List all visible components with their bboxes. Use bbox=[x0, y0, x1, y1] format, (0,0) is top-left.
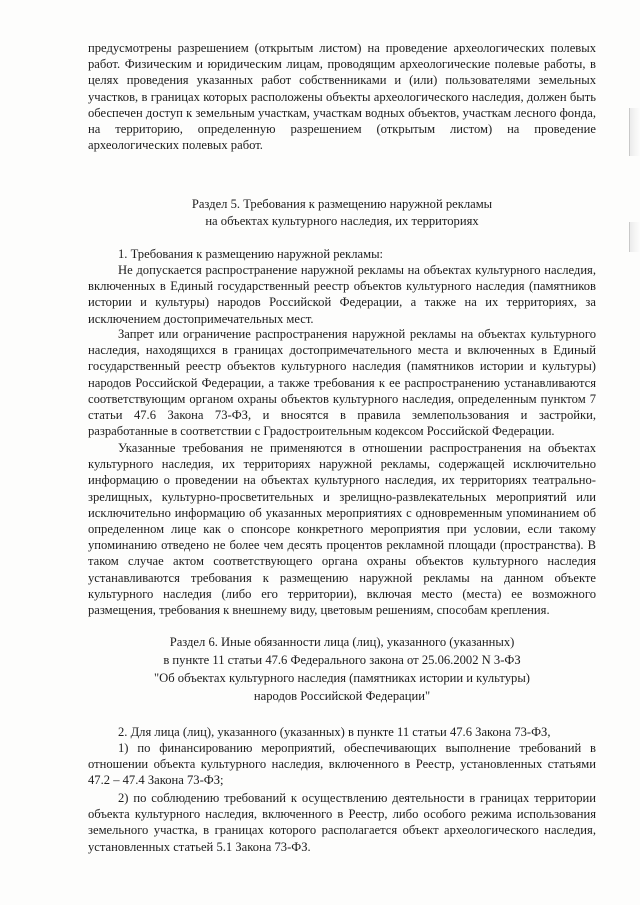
section5-title-line1: Раздел 5. Требования к размещению наружной рекламы bbox=[191, 197, 493, 211]
section6-title-line1: Раздел 6. Иные обязанности лица (лиц), указанного (указанных) bbox=[169, 635, 515, 649]
section6-subitem-2: 2) по соблюдению требований к осуществлению деятельности в границах территории объекта культурного наследия, включенного в Реестр, либо особого режима использования земельного участка, в границах которого располагается объект археологического наследия, установленных статьей 5.1 Закона 73-ФЗ. bbox=[88, 791, 596, 854]
section5-item1-heading: 1. Требования к размещению наружной рекламы: bbox=[118, 247, 384, 261]
section6-item2-heading: 2. Для лица (лиц), указанного (указанных) в пункте 11 статьи 47.6 Закона 73-ФЗ, bbox=[118, 725, 551, 739]
top-paragraph: предусмотрены разрешением (открытым листом) на проведение археологических полевых работ. Физическим и юридическим лицам, проводящим археологические полевые работы, в целях проведения указанных работ собственниками и (или) пользователями земельных участков, в границах которых расположены объекты археологического наследия, должен быть обеспечен доступ к земельным участкам, участкам водных объектов, участкам лесного фонда, на территорию, определенную разрешением (открытым листом) на проведение археологических полевых работ. bbox=[88, 41, 596, 153]
section6-title-line3: "Об объектах культурного наследия (памятниках истории и культуры) bbox=[154, 671, 530, 685]
scan-edge-mark bbox=[629, 222, 640, 252]
section5-paragraph-3: Указанные требования не применяются в отношении распространения на объектах культурного наследия, их территориях наружной рекламы, содержащей исключительно информацию о проведении на объектах культурного наследия, их территориях театрально-зрелищных, культурно-просветительных и зрелищно-развлекательных мероприятий или исключительно информацию об указанных мероприятиях с одновременным упоминанием об определенном лице как о спонсоре конкретного мероприятия при условии, если такому упоминанию отведено не более чем десять процентов рекламной площади (пространства). В таком случае актом соответствующего органа охраны объектов культурного наследия устанавливаются требования к размещению наружной рекламы на данном объекте культурного наследия (либо его территории), включая место (места) ее возможного размещения, требования к внешнему виду, цветовым решениям, способам крепления. bbox=[88, 441, 596, 618]
section5-paragraph-2: Запрет или ограничение распространения наружной рекламы на объектах культурного наследия, находящихся в границах достопримечательного места и включенных в Единый государственный реестр объектов культурного наследия (памятников истории и культуры) народов Российской Федерации, а также требования к ее распространению устанавливаются соответствующим органом охраны объектов культурного наследия, определенным пунктом 7 статьи 47.6 Закона 73-ФЗ, и вносятся в правила землепользования и застройки, разработанные в соответствии с Градостроительным кодексом Российской Федерации. bbox=[88, 327, 596, 439]
section5-paragraph-1: Не допускается распространение наружной рекламы на объектах культурного наследия, включенных в Единый государственный реестр объектов культурного наследия (памятников истории и культуры) народов Российской Федерации, а также на их территориях, за исключением достопримечательных мест. bbox=[88, 263, 596, 326]
section6-title-line2: в пункте 11 статьи 47.6 Федерального закона от 25.06.2002 N 3-ФЗ bbox=[163, 653, 521, 667]
section6-subitem-1: 1) по финансированию мероприятий, обеспечивающих выполнение требований в отношении объекта культурного наследия, включенного в Реестр, установленных статьями 47.2 – 47.4 Закона 73-ФЗ; bbox=[88, 741, 596, 788]
section6-title-line4: народов Российской Федерации" bbox=[253, 689, 431, 703]
scan-edge-mark bbox=[629, 108, 640, 156]
section5-title-line2: на объектах культурного наследия, их территориях bbox=[205, 214, 479, 228]
